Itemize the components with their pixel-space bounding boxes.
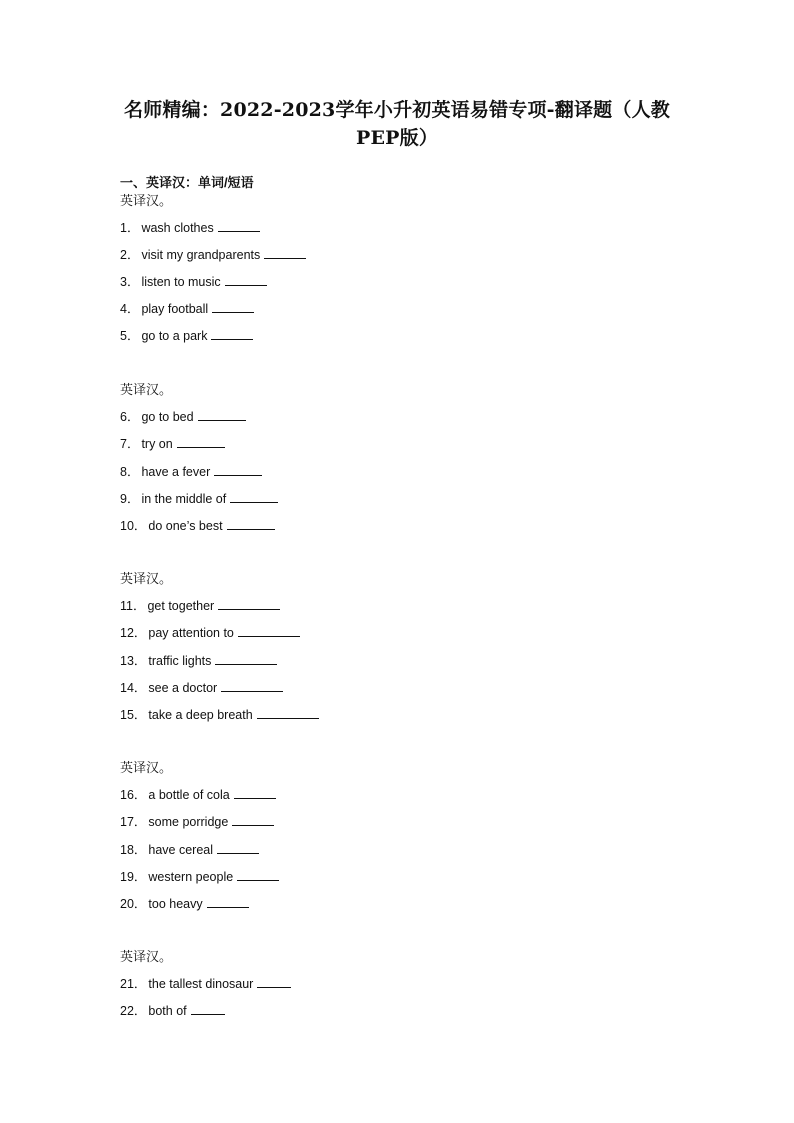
question-number: 7．	[120, 437, 140, 451]
question-text: try on	[141, 437, 173, 451]
answer-blank[interactable]	[230, 490, 278, 503]
question-text: go to a park	[141, 329, 208, 343]
answer-blank[interactable]	[191, 1002, 225, 1015]
answer-blank[interactable]	[238, 624, 300, 637]
question-item	[120, 652, 277, 670]
question-number: 3．	[120, 275, 140, 289]
question-number: 13．	[120, 654, 147, 668]
question-item	[120, 490, 278, 508]
question-number: 16．	[120, 788, 147, 802]
answer-blank[interactable]	[207, 895, 249, 908]
question-item	[120, 517, 275, 535]
question-number: 22．	[120, 1004, 147, 1018]
question-number: 9．	[120, 492, 140, 506]
answer-blank[interactable]	[237, 868, 279, 881]
group-instruction: 英译汉。	[120, 382, 173, 397]
question-text: too heavy	[148, 897, 203, 911]
question-text: visit my grandparents	[141, 248, 261, 262]
answer-blank[interactable]	[218, 597, 280, 610]
question-number: 4．	[120, 302, 140, 316]
question-text: see a doctor	[148, 681, 218, 695]
answer-blank[interactable]	[211, 327, 253, 340]
question-number: 11．	[120, 599, 146, 613]
answer-blank[interactable]	[264, 246, 306, 259]
title-line-2: PEP版）	[355, 127, 439, 149]
question-text: get together	[147, 599, 215, 613]
question-item	[120, 435, 225, 453]
question-text: take a deep breath	[148, 708, 253, 722]
question-item	[120, 679, 283, 697]
document-title	[100, 96, 694, 152]
question-item	[120, 1002, 225, 1020]
question-text: have cereal	[148, 843, 214, 857]
answer-blank[interactable]	[257, 706, 319, 719]
group-instruction: 英译汉。	[120, 193, 173, 208]
question-item	[120, 327, 253, 345]
question-number: 10．	[120, 519, 147, 533]
section-heading: 一、英译汉：单词/短语	[120, 175, 254, 190]
group-instruction: 英译汉。	[120, 949, 173, 964]
question-text: some porridge	[148, 815, 229, 829]
question-item	[120, 813, 274, 831]
answer-blank[interactable]	[215, 652, 277, 665]
question-number: 14．	[120, 681, 147, 695]
answer-blank[interactable]	[257, 975, 291, 988]
question-text: listen to music	[141, 275, 221, 289]
answer-blank[interactable]	[232, 813, 274, 826]
question-text: in the middle of	[141, 492, 227, 506]
question-text: a bottle of cola	[148, 788, 230, 802]
answer-blank[interactable]	[225, 273, 267, 286]
group-instruction: 英译汉。	[120, 760, 173, 775]
question-item	[120, 246, 306, 264]
question-number: 1．	[120, 221, 140, 235]
question-number: 19．	[120, 870, 147, 884]
question-text: have a fever	[141, 465, 211, 479]
question-text: do one’s best	[148, 519, 223, 533]
question-text: western people	[148, 870, 234, 884]
question-text: play football	[141, 302, 209, 316]
answer-blank[interactable]	[214, 463, 262, 476]
answer-blank[interactable]	[234, 786, 276, 799]
answer-blank[interactable]	[221, 679, 283, 692]
question-item	[120, 463, 262, 481]
question-number: 2．	[120, 248, 140, 262]
question-number: 17．	[120, 815, 147, 829]
answer-blank[interactable]	[212, 300, 254, 313]
answer-blank[interactable]	[227, 517, 275, 530]
question-item	[120, 895, 249, 913]
answer-blank[interactable]	[217, 841, 259, 854]
question-text: go to bed	[141, 410, 194, 424]
question-item	[120, 300, 254, 318]
question-text: the tallest dinosaur	[148, 977, 254, 991]
answer-blank[interactable]	[218, 219, 260, 232]
question-text: pay attention to	[148, 626, 234, 640]
answer-blank[interactable]	[177, 435, 225, 448]
answer-blank[interactable]	[198, 408, 246, 421]
question-item	[120, 975, 291, 993]
question-item	[120, 219, 260, 237]
question-item	[120, 841, 259, 859]
question-item	[120, 706, 319, 724]
question-number: 6．	[120, 410, 140, 424]
question-number: 5．	[120, 329, 140, 343]
question-item	[120, 408, 246, 426]
question-number: 20．	[120, 897, 147, 911]
question-text: traffic lights	[148, 654, 212, 668]
question-item	[120, 597, 280, 615]
question-item	[120, 786, 276, 804]
question-number: 21．	[120, 977, 147, 991]
question-number: 12．	[120, 626, 147, 640]
question-item	[120, 868, 279, 886]
question-number: 15．	[120, 708, 147, 722]
question-number: 8．	[120, 465, 140, 479]
question-text: both of	[148, 1004, 187, 1018]
question-item	[120, 273, 267, 291]
question-text: wash clothes	[141, 221, 214, 235]
title-line-1: 名师精编：2022-2023学年小升初英语易错专项-翻译题（人教	[124, 99, 670, 121]
question-number: 18．	[120, 843, 147, 857]
group-instruction: 英译汉。	[120, 571, 173, 586]
question-item	[120, 624, 300, 642]
